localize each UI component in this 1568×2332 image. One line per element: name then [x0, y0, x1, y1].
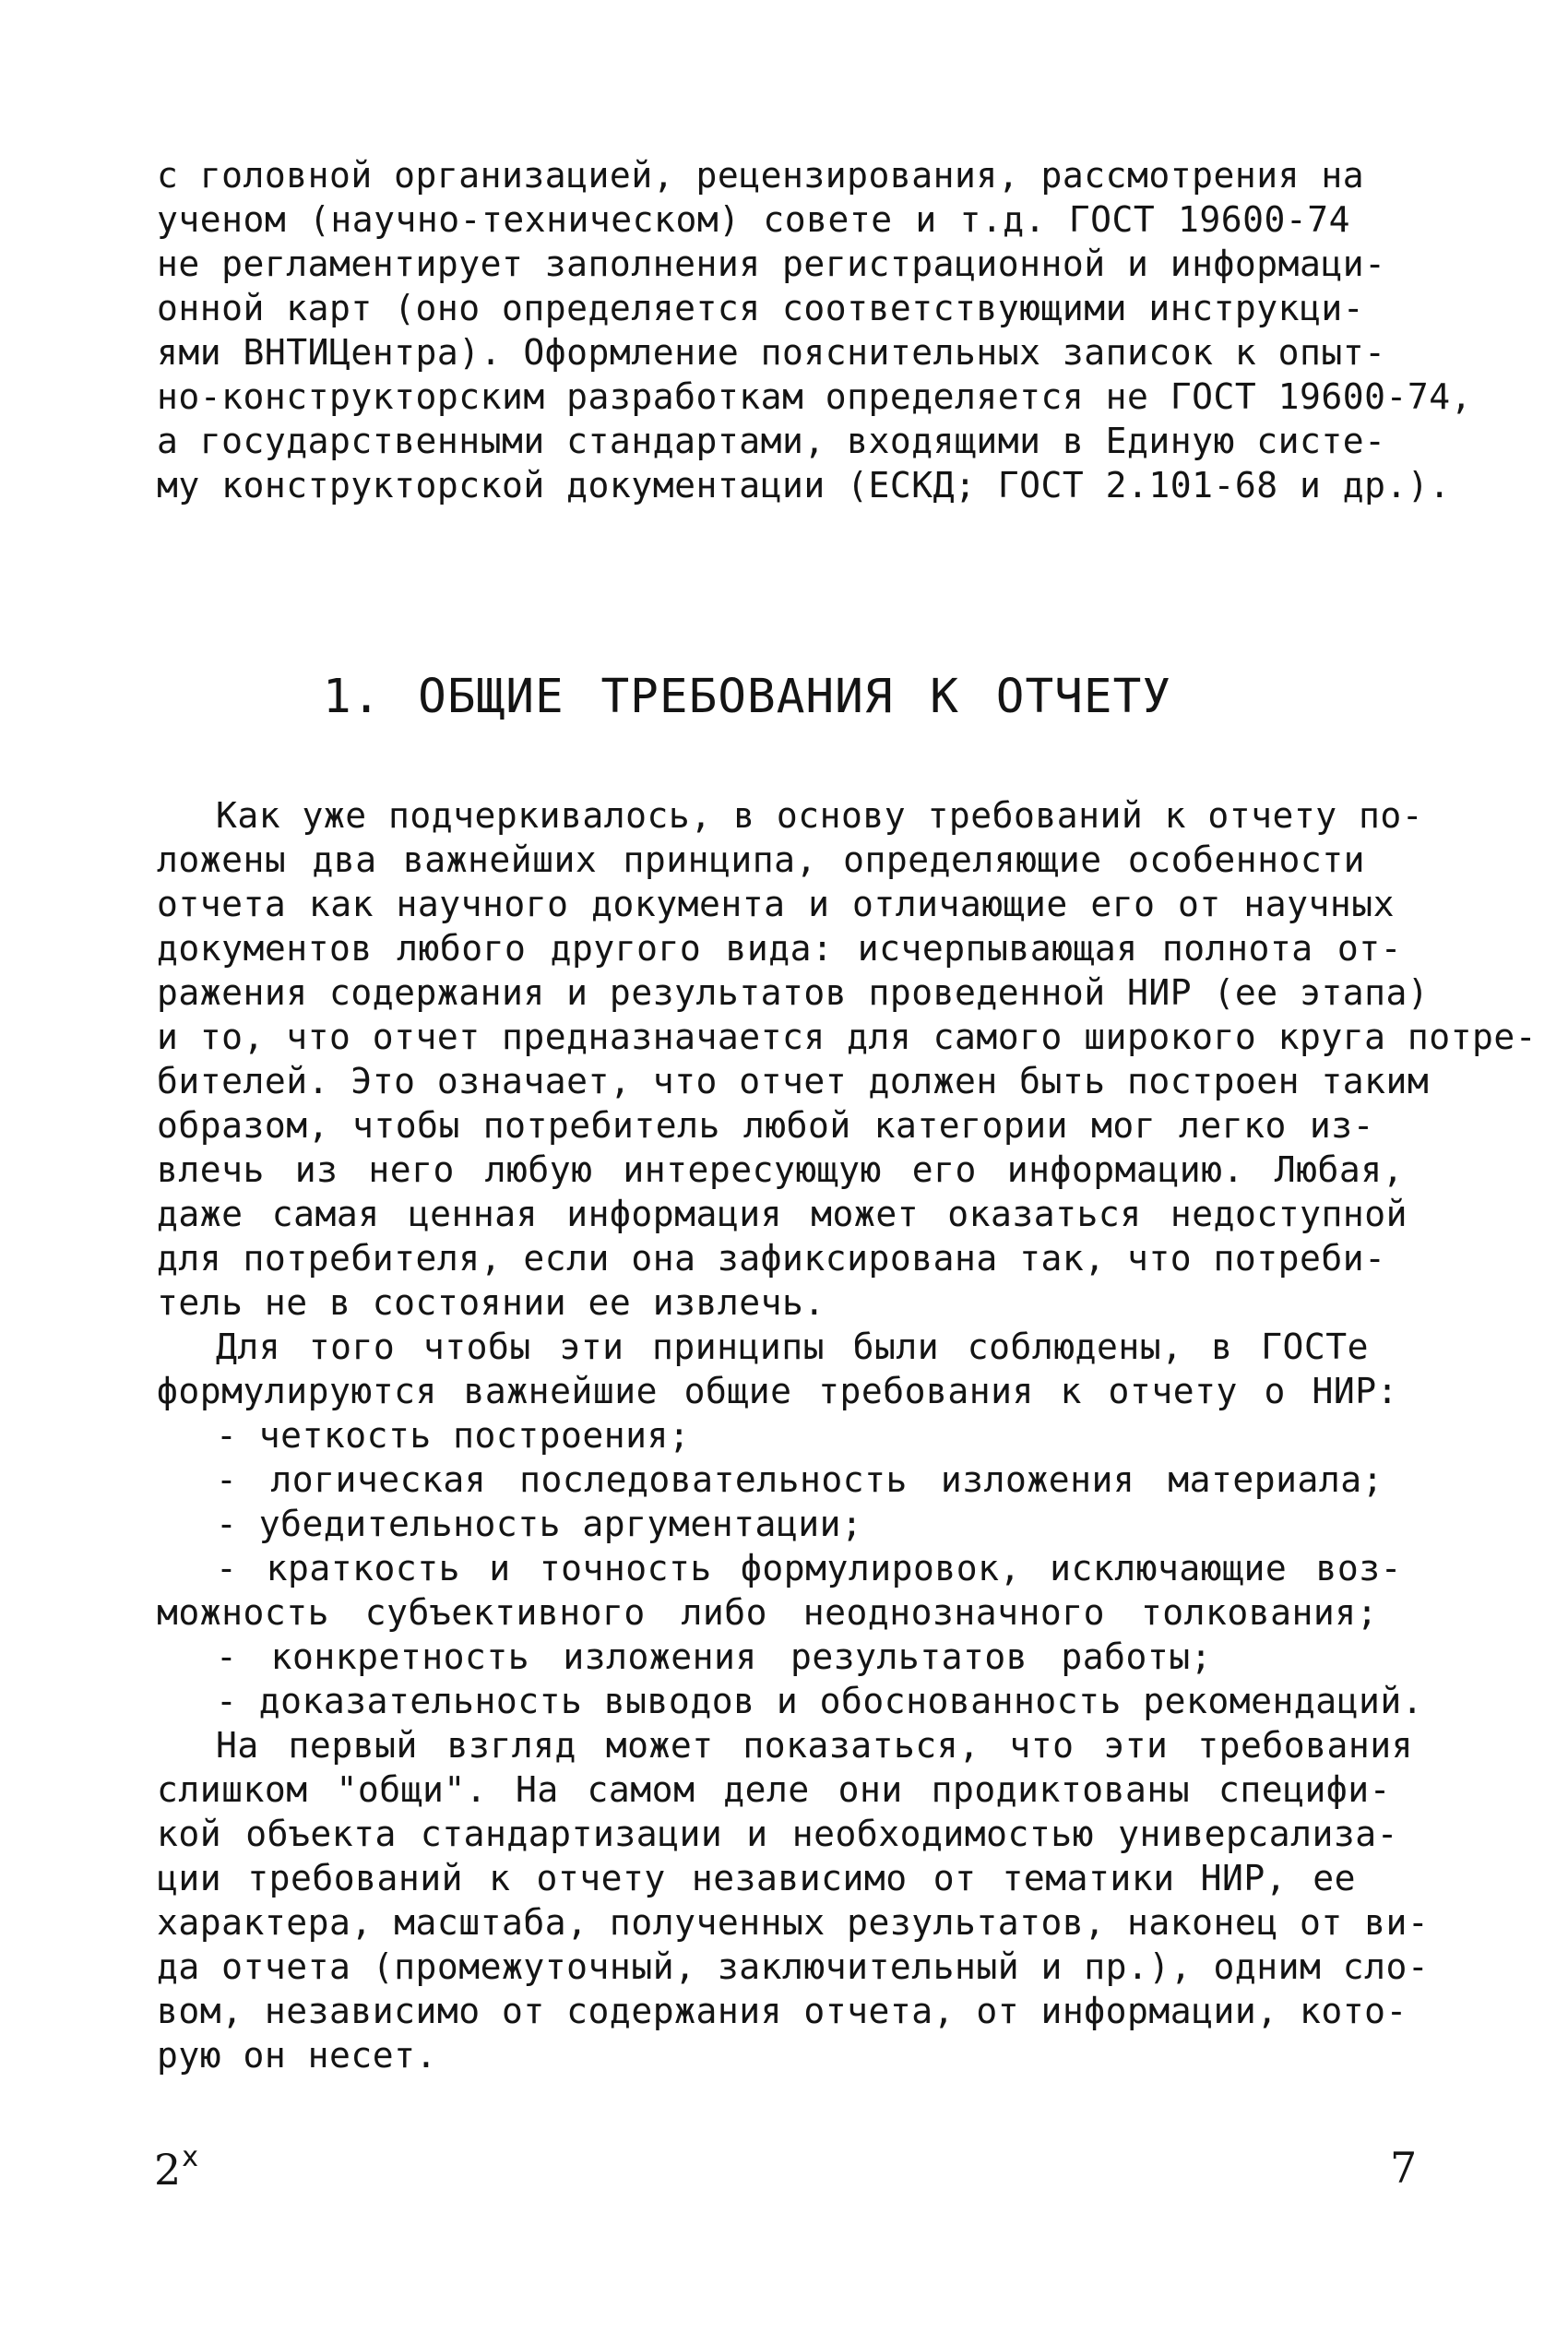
text-line: ученом (научно-техническом) совете и т.д. ГОСТ 19600-74	[157, 199, 1350, 240]
text-line: Как уже подчеркивалось, в основу требований к отчету по-	[216, 795, 1424, 836]
text-line: рую он несет.	[157, 2035, 437, 2076]
text-line: ложены два важнейших принципа, определяющие особенности	[157, 839, 1365, 880]
list-item: - логическая последовательность изложения материала;	[216, 1459, 1384, 1500]
text-line: с головной организацией, рецензирования, рассмотрения на	[157, 155, 1365, 196]
text-line: и то, что отчет предназначается для самого широкого круга потре-	[157, 1017, 1538, 1057]
text-line: ции требований к отчету независимо от тематики НИР, ее	[157, 1858, 1356, 1898]
text-line: кой объекта стандартизации и необходимостью универсализа-	[157, 1814, 1398, 1854]
list-item: - краткость и точность формулировок, исключающие воз-	[216, 1548, 1402, 1588]
list-item: - конкретность изложения результатов работы;	[216, 1636, 1212, 1677]
text-line: а государственными стандартами, входящими в Единую систе-	[157, 421, 1386, 461]
text-line: формулируются важнейшие общие требования к отчету о НИР:	[157, 1371, 1398, 1411]
text-line: онной карт (оно определяется соответствующими инструкци-	[157, 288, 1365, 328]
text-line: Для того чтобы эти принципы были соблюдены, в ГОСТе	[216, 1327, 1369, 1367]
text-line: характера, масштаба, полученных результатов, наконец от ви-	[157, 1902, 1430, 1943]
text-line: не регламентирует заполнения регистрационной и информаци-	[157, 244, 1386, 284]
text-line: для потребителя, если она зафиксирована так, что потреби-	[157, 1238, 1386, 1279]
text-line: ями ВНТИЦентра). Оформление пояснительных записок к опыт-	[157, 332, 1386, 373]
list-item: можность субъективного либо неоднозначного толкования;	[157, 1592, 1378, 1633]
section-heading: 1. ОБЩИЕ ТРЕБОВАНИЯ К ОТЧЕТУ	[323, 670, 1171, 724]
page-number: 7	[1390, 2143, 1418, 2193]
text-line: но-конструкторским разработкам определяется не ГОСТ 19600-74,	[157, 376, 1473, 417]
text-line: да отчета (промежуточный, заключительный и пр.), одним сло-	[157, 1946, 1430, 1987]
signature-mark	[154, 2141, 199, 2202]
text-line: отчета как научного документа и отличающие его от научных	[157, 884, 1395, 924]
text-line: му конструкторской документации (ЕСКД; ГОСТ 2.101-68 и др.).	[157, 465, 1451, 506]
text-line: На первый взгляд может показаться, что эти требования	[216, 1725, 1413, 1766]
text-line: влечь из него любую интересующую его информацию. Любая,	[157, 1149, 1404, 1190]
text-line: документов любого другого вида: исчерпывающая полнота от-	[157, 928, 1402, 969]
list-item: - четкость построения;	[216, 1415, 691, 1456]
signature-superscript: x	[182, 2141, 199, 2173]
list-item: - убедительность аргументации;	[216, 1504, 863, 1544]
text-line: ражения содержания и результатов проведенной НИР (ее этапа)	[157, 972, 1430, 1013]
signature-digit: 2	[154, 2145, 182, 2195]
text-line: вом, независимо от содержания отчета, от информации, кото-	[157, 1991, 1408, 2031]
text-line: образом, чтобы потребитель любой категории мог легко из-	[157, 1105, 1374, 1146]
list-item: - доказательность выводов и обоснованность рекомендаций.	[216, 1681, 1424, 1721]
text-line: тель не в состоянии ее извлечь.	[157, 1282, 826, 1323]
text-line: даже самая ценная информация может оказаться недоступной	[157, 1194, 1408, 1234]
text-line: бителей. Это означает, что отчет должен быть построен таким	[157, 1061, 1430, 1101]
text-line: слишком "общи". На самом деле они продиктованы специфи-	[157, 1769, 1391, 1810]
